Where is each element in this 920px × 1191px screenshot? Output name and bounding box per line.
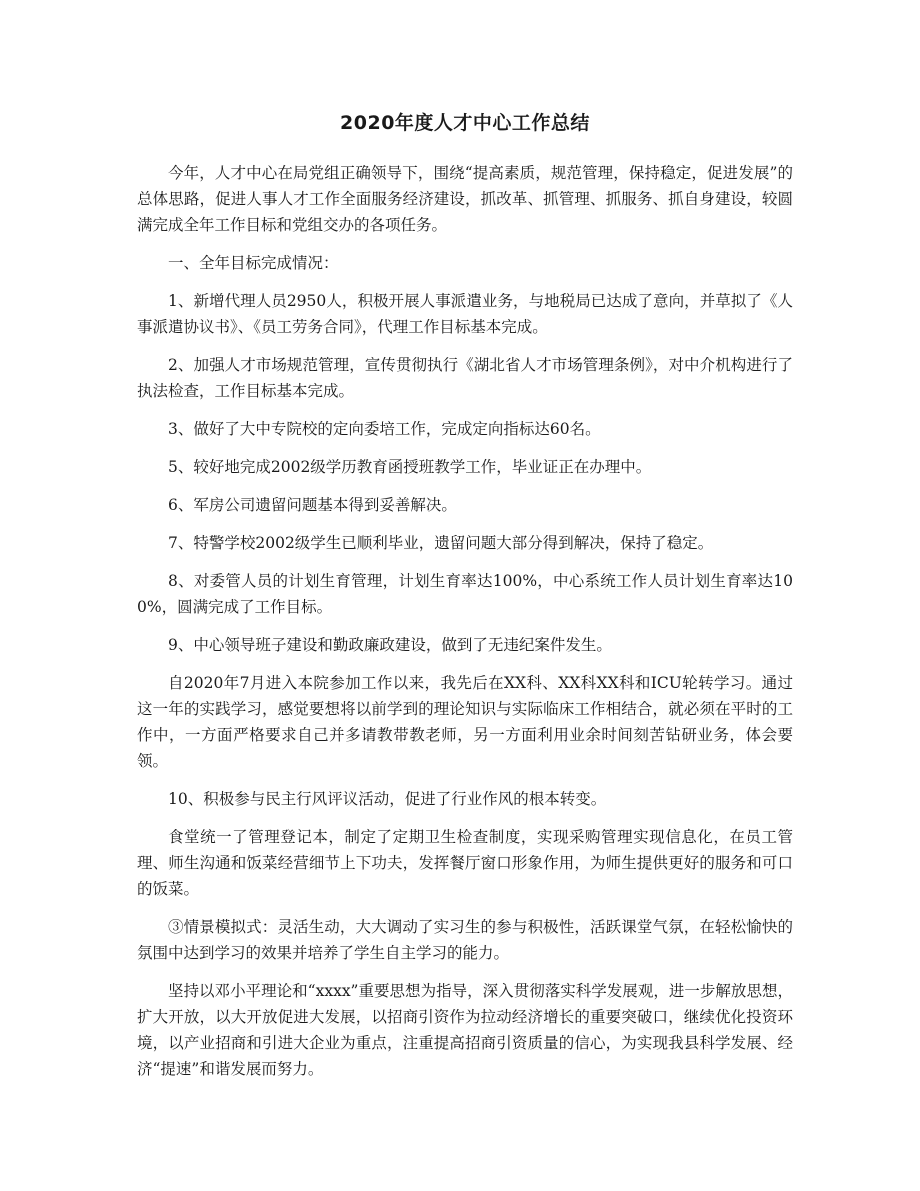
document-page [137,108,793,1094]
paragraph-section-heading: 一、全年目标完成情况： [168,254,339,272]
paragraph-item-2: 2、加强人才市场规范管理，宣传贯彻执行《湖北省人才市场管理条例》，对中介机构进行了执法检查，工作目标基本完成。 [137,356,793,400]
paragraph-canteen: 食堂统一了管理登记本，制定了定期卫生检查制度，实现采购管理实现信息化，在员工管理、师生沟通和饭菜经营细节上下功夫，发挥餐厅窗口形象作用，为师生提供更好的服务和可口的饭菜。 [137,828,793,898]
paragraph-item-9: 9、中心领导班子建设和勤政廉政建设，做到了无违纪案件发生。 [168,636,612,654]
paragraph-item-6: 6、军房公司遗留问题基本得到妥善解决。 [168,496,457,514]
paragraph-item-5: 5、较好地完成2002级学历教育函授班教学工作，毕业证正在办理中。 [168,458,652,476]
paragraph-item-10: 10、积极参与民主行风评议活动，促进了行业作风的根本转变。 [168,790,607,808]
paragraph-scenario-simulation: ③情景模拟式：灵活生动，大大调动了实习生的参与积极性，活跃课堂气氛，在轻松愉快的氛围中达到学习的效果并培养了学生自主学习的能力。 [137,918,793,962]
paragraph-item-7: 7、特警学校2002级学生已顺利毕业，遗留问题大部分得到解决，保持了稳定。 [168,534,714,552]
paragraph-item-3: 3、做好了大中专院校的定向委培工作，完成定向指标达60名。 [168,420,601,438]
paragraph-item-8: 8、对委管人员的计划生育管理，计划生育率达100%，中心系统工作人员计划生育率达100%，圆满完成了工作目标。 [137,572,793,616]
paragraph-guiding-principle: 坚持以邓小平理论和“xxxx”重要思想为指导，深入贯彻落实科学发展观，进一步解放思想，扩大开放，以大开放促进大发展，以招商引资作为拉动经济增长的重要突破口，继续优化投资环境，以产业招商和引进大企业为重点，注重提高招商引资质量的信心，为实现我县科学发展、经济“提速”和谐发展而努力。 [137,982,793,1078]
document-title: 2020年度人才中心工作总结 [340,112,590,134]
paragraph-hospital-rotation: 自2020年7月进入本院参加工作以来，我先后在XX科、XX科XX科和ICU轮转学习。通过这一年的实践学习，感觉要想将以前学到的理论知识与实际临床工作相结合，就必须在平时的工作中，一方面严格要求自己并多请教带教老师，另一方面利用业余时间刻苦钻研业务，体会要领。 [137,674,793,770]
paragraph-intro: 今年，人才中心在局党组正确领导下，围绕“提高素质，规范管理，保持稳定，促进发展”的总体思路，促进人事人才工作全面服务经济建设，抓改革、抓管理、抓服务、抓自身建设，较圆满完成全年工作目标和党组交办的各项任务。 [137,164,793,234]
paragraph-item-1: 1、新增代理人员2950人，积极开展人事派遣业务，与地税局已达成了意向，并草拟了《人事派遣协议书》、《员工劳务合同》，代理工作目标基本完成。 [137,292,793,336]
